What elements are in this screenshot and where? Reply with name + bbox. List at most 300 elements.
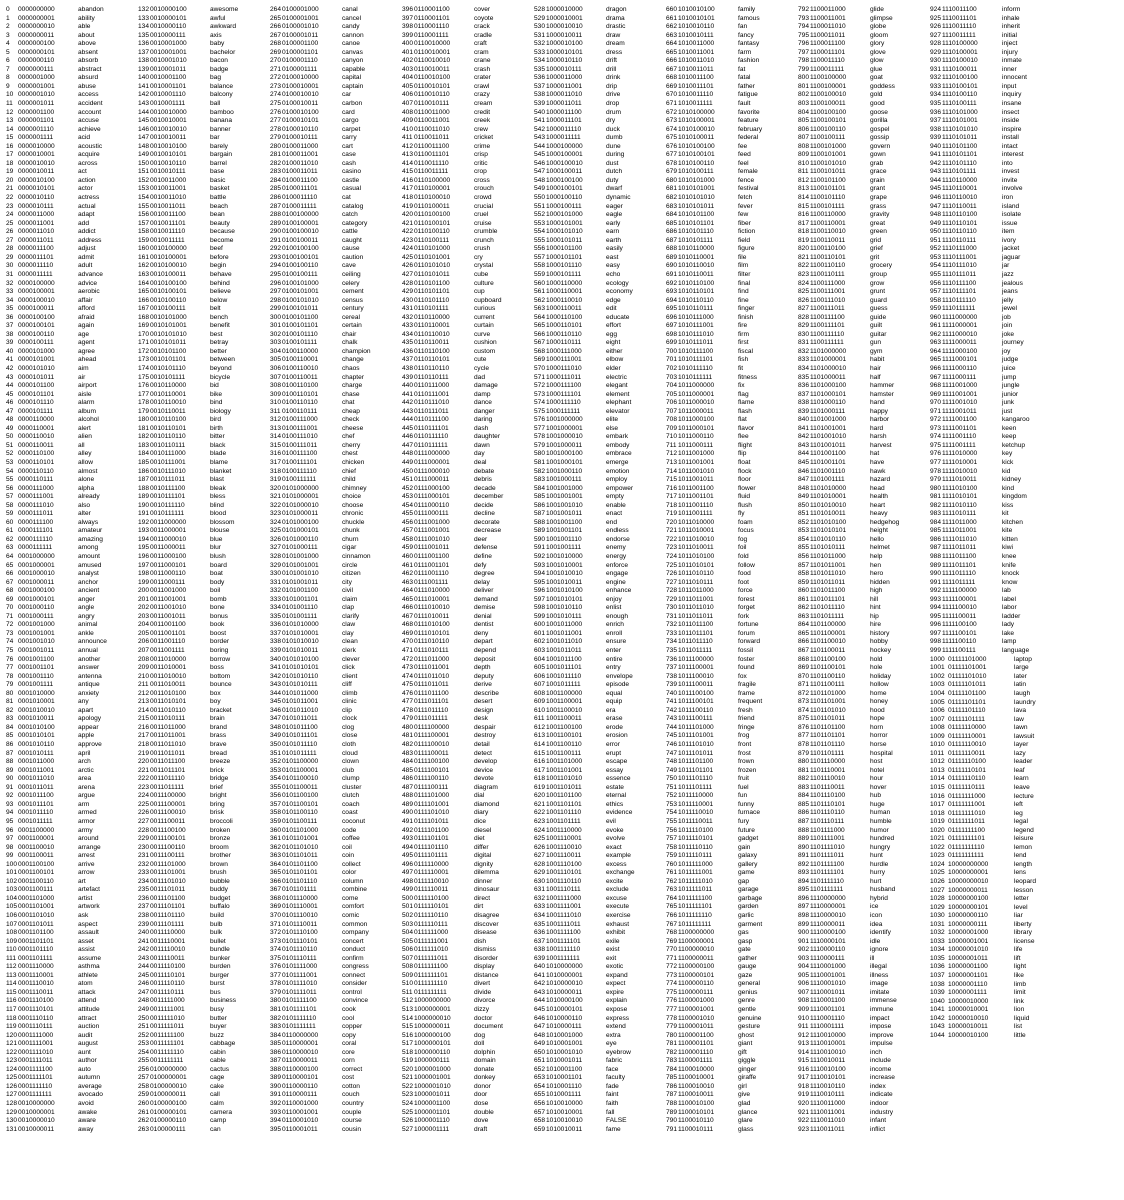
word-index: 684 [666,211,678,219]
word-text: attack [78,988,96,996]
word-index: 211 [138,681,149,689]
word-index: 27 [6,236,14,244]
word-binary: 1010011000 [678,40,715,48]
word-text: daring [474,416,493,424]
word-text: earth [606,236,622,244]
word-index: 169 [138,322,150,330]
word-row [798,254,928,263]
word-text: adapt [78,211,95,219]
word-row [138,861,268,870]
word-row [6,339,136,348]
word-row [6,792,136,801]
word-index: 201 [138,595,150,603]
word-index: 323 [270,510,282,518]
word-text: blush [210,553,226,560]
word-index: 469 [402,629,414,637]
word-binary: 0101110011 [282,920,318,928]
word-index: 992 [930,587,942,595]
word-text: damp [474,390,491,398]
word-row [6,869,136,878]
word-binary: 1100010000 [678,1065,715,1073]
word-binary: 1000110111 [546,339,582,347]
word-binary: 0000000101 [18,48,55,56]
word-index: 247 [138,988,150,996]
word-row [666,339,796,348]
word-text: hood [870,706,885,714]
word-binary: 1010001011 [546,1057,583,1065]
word-text: above [78,40,96,48]
word-index: 541 [534,117,546,125]
word-row [666,724,796,733]
word-text: board [210,561,227,569]
word-row [402,433,532,442]
word-text: fancy [738,31,754,39]
word-binary: 0000111000 [18,484,54,492]
word-binary: 0101011000 [282,689,319,697]
word-row [138,331,268,340]
word-binary: 0110111100 [414,416,449,424]
word-index: 680 [666,176,678,184]
word-binary: 1111001010 [942,399,978,407]
word-index: 733 [666,629,678,637]
word-index: 129 [6,1108,18,1116]
word-row [138,322,268,331]
word-binary: 1000011000 [546,74,583,82]
word-text: bus [210,988,221,996]
word-index: 292 [270,245,282,253]
word-index: 220 [138,758,150,766]
word-row [6,32,136,41]
word-binary: 0101000000 [282,484,319,492]
word-binary: 0111000011 [414,476,450,484]
word-text: domain [474,1057,496,1065]
word-binary: 0011000010 [150,535,187,543]
word-index: 585 [534,493,546,501]
word-row [402,49,532,58]
word-text: book [210,621,225,629]
word-text: field [738,236,751,244]
word-binary: 1011101111 [678,783,713,791]
word-text: culture [474,279,494,287]
word-text: catch [342,211,358,219]
word-row [270,1006,400,1015]
word-row [534,886,664,895]
word-binary: 0010100101 [150,288,187,296]
word-row [534,997,664,1006]
word-binary: 0100001111 [282,65,318,73]
word-binary: 0011011011 [150,749,186,757]
word-row [666,459,796,468]
word-row [798,177,928,186]
word-binary: 0010101101 [150,356,187,364]
word-row [666,6,796,15]
word-row [534,365,664,374]
word-index: 619 [534,783,546,791]
word-binary: 0100110011 [282,373,318,381]
word-binary: 0100011101 [282,185,318,193]
word-text: bird [210,416,221,424]
word-binary: 1000010101 [546,48,583,56]
word-row [930,314,1060,323]
word-binary: 0011010000 [150,655,187,663]
word-binary: 1010111100 [678,347,714,355]
word-text: century [342,305,364,313]
word-index: 514 [402,1014,414,1022]
word-text: dilemma [474,869,499,877]
word-text: holiday [870,672,891,680]
word-binary: 0111001110 [414,570,449,578]
word-binary: 0110101010 [414,262,451,270]
word-text: enrich [606,621,624,629]
word-row [930,254,1060,263]
word-text: dial [474,792,485,800]
word-row [6,117,136,126]
word-row [402,254,532,263]
word-text: fun [738,792,748,800]
word-index: 63 [6,544,14,552]
word-row [270,365,400,374]
word-text: foster [738,655,755,663]
word-row [534,442,664,451]
word-index: 205 [138,629,150,637]
word-index: 149 [138,151,150,159]
word-row [138,878,268,887]
word-text: dove [474,1117,489,1125]
word-index: 376 [270,963,282,971]
word-index: 659 [534,1125,546,1133]
word-row [534,1049,664,1058]
word-text: decline [474,510,495,518]
word-row [666,485,796,494]
word-binary: 1000111000 [546,347,582,355]
word-text: delay [474,578,490,586]
word-text: border [210,638,230,646]
word-binary: 1111011000 [942,518,977,526]
word-text: decorate [474,518,500,526]
word-row [798,707,928,716]
word-text: carpet [342,125,361,133]
word-index: 299 [270,305,282,313]
word-text: before [210,253,229,261]
word-text: drill [606,65,617,73]
word-binary: 1111010010 [942,467,978,475]
word-binary: 0010011000 [150,176,187,184]
word-binary: 0111001001 [414,527,450,535]
word-text: early [606,219,621,227]
word-row [402,698,532,707]
word-row [666,117,796,126]
word-text: control [342,988,362,996]
word-row [798,698,928,707]
word-binary: 10000010000 [948,997,989,1005]
word-index: 439 [402,373,414,381]
word-text: enemy [606,544,626,552]
word-row [666,630,796,639]
word-binary: 1010001101 [546,1074,583,1082]
word-text: jeans [1002,288,1018,296]
word-text: install [1002,134,1019,142]
word-row [534,220,664,229]
word-text: health [870,493,888,501]
word-row [6,827,136,836]
word-index: 910 [798,1014,810,1022]
word-text: coyote [474,14,494,22]
word-row [138,792,268,801]
word-index: 430 [402,296,414,304]
word-text: jump [1002,373,1017,381]
word-binary: 0011011111 [150,783,185,791]
word-text: gossip [870,134,890,142]
word-index: 1024 [930,860,945,868]
word-binary: 0010011101 [150,219,186,227]
word-row [6,852,136,861]
word-text: either [606,347,623,355]
word-row [930,459,1060,468]
word-index: 1018 [930,809,945,817]
word-text: helmet [870,544,890,552]
word-binary: 0011010010 [150,672,187,680]
word-text: follow [738,561,755,569]
word-row [930,758,1120,767]
word-binary: 1111000110 [942,364,977,372]
word-index: 784 [666,1065,678,1073]
word-binary: 1111001110 [942,433,977,441]
word-text: depart [474,638,493,646]
word-text: castle [342,176,360,184]
word-binary: 0101110111 [282,954,317,962]
word-binary: 1101110101 [810,800,846,808]
word-text: faculty [606,1074,626,1082]
word-binary: 0101100100 [282,792,319,800]
word-index: 404 [402,74,414,82]
word-binary: 1011110010 [678,809,714,817]
word-binary: 0101001000 [282,553,319,560]
word-row [402,656,532,665]
word-index: 635 [534,920,546,928]
word-row [798,339,928,348]
word-text: job [1002,313,1011,321]
word-row [402,126,532,135]
word-row [798,579,928,588]
word-binary: 0011111110 [150,1048,184,1056]
word-text: destroy [474,732,496,740]
word-row [534,792,664,801]
word-binary: 1101111001 [810,835,845,843]
word-index: 200 [138,587,150,595]
word-text: enjoy [606,595,622,603]
word-index: 604 [534,655,546,663]
word-row [798,297,928,306]
word-row [138,74,268,83]
word-row [402,1032,532,1041]
word-index: 67 [6,578,14,586]
word-index: 652 [534,1065,546,1073]
word-index: 1017 [930,801,945,809]
word-row [138,544,268,553]
word-binary: 1010110000 [678,245,715,253]
word-index: 888 [798,826,810,834]
word-text: around [78,835,99,843]
word-text: dust [606,159,619,167]
word-row [798,1015,928,1024]
word-binary: 1011001001 [678,458,715,466]
word-index: 711 [666,441,677,449]
word-index: 245 [138,971,150,979]
word-binary: 0010100111 [150,305,186,313]
word-index: 64 [6,553,14,560]
word-row [270,399,400,408]
word-binary: 1000000100 [414,1031,451,1039]
word-binary: 1000101110 [546,262,582,270]
word-row [402,519,532,528]
word-row [6,109,136,118]
word-index: 957 [930,288,942,296]
word-row [930,49,1060,58]
word-index: 690 [666,262,678,270]
word-index: 726 [666,570,678,578]
word-binary: 1110100110 [942,91,978,99]
word-row [798,40,928,49]
word-text: hungry [870,843,891,851]
word-binary: 0000001101 [18,117,55,125]
word-index: 236 [138,894,150,902]
word-index: 468 [402,621,414,629]
word-binary: 1110010011 [810,1057,846,1065]
word-text: imitate [870,988,890,996]
word-binary: 1001110101 [546,869,582,877]
word-row [6,835,136,844]
word-text: keep [1002,433,1017,441]
word-binary: 1100101000 [810,142,847,150]
word-text: attract [78,1014,97,1022]
word-row [930,305,1060,314]
word-index: 443 [402,407,414,415]
word-row [138,459,268,468]
word-text: churn [342,535,359,543]
word-index: 897 [798,903,810,911]
word-text: despair [474,723,496,731]
word-row [6,416,136,425]
word-row [6,527,136,536]
word-binary: 0100010010 [282,91,319,99]
word-binary: 1110101100 [942,142,978,150]
word-text: crouch [474,185,494,193]
word-index: 836 [798,382,810,390]
word-binary: 1000001111 [414,1125,450,1133]
word-binary: 10000000011 [948,886,988,894]
word-text: home [870,689,887,697]
word-row [402,715,532,724]
word-binary: 1001011001 [546,629,583,637]
word-row [402,613,532,622]
word-binary: 1001100111 [546,749,582,757]
word-index: 739 [666,681,678,689]
word-row [138,681,268,690]
word-text: isolate [1002,211,1022,219]
word-index: 728 [666,587,678,595]
word-row [930,536,1060,545]
word-text: later [1014,672,1027,680]
word-binary: 1011011100 [678,621,714,629]
word-row [270,493,400,502]
word-row [270,1109,400,1118]
word-index: 28 [6,245,14,253]
word-row [6,365,136,374]
word-text: casual [342,185,362,193]
word-row [666,553,796,562]
word-index: 664 [666,40,678,48]
word-row [666,126,796,135]
word-text: chat [342,399,355,407]
word-binary: 0111101100 [414,826,449,834]
word-row [138,562,268,571]
word-text: arrange [78,843,101,851]
word-index: 513 [402,1005,414,1013]
word-row [138,100,268,109]
word-row [930,775,1120,784]
word-index: 108 [6,929,18,937]
word-binary: 1011111000 [678,860,713,868]
word-index: 748 [666,758,678,766]
word-row [270,57,400,66]
word-index: 177 [138,390,150,398]
word-binary: 0111010011 [414,612,450,620]
word-binary: 1101001000 [810,416,847,424]
word-index: 708 [666,416,678,424]
word-row [138,510,268,519]
word-text: filter [738,270,751,278]
word-index: 291 [270,236,282,244]
word-row [798,23,928,32]
word-binary: 0001011100 [18,792,54,800]
word-row [534,433,664,442]
word-index: 740 [666,689,678,697]
word-binary: 01111110111 [948,784,985,791]
word-text: hub [870,792,882,800]
word-text: hat [870,450,880,458]
word-row [6,938,136,947]
word-row [6,322,136,331]
word-binary: 0001001011 [18,647,55,655]
word-text: flip [738,450,747,458]
word-text: glide [870,6,884,13]
word-binary: 1100100001 [810,82,847,90]
word-binary: 1100101110 [810,194,846,202]
word-row [534,664,664,673]
word-row [534,476,664,485]
word-binary: 1011100011 [678,681,714,689]
word-row [798,570,928,579]
word-text: liberty [1014,920,1032,928]
word-index: 603 [534,647,546,655]
word-row [666,194,796,203]
word-row [138,416,268,425]
word-row [534,656,664,665]
word-row [6,912,136,921]
word-index: 458 [402,535,414,543]
word-binary: 0000010100 [18,176,55,184]
word-text: fall [606,1108,615,1116]
word-binary: 0100000101 [150,1108,187,1116]
word-text: device [474,766,494,774]
word-text: enhance [606,587,632,595]
word-index: 990 [930,570,942,578]
word-index: 1002 [930,672,945,680]
word-index: 522 [402,1082,414,1090]
word-index: 156 [138,211,150,219]
word-row [798,185,928,194]
word-binary: 10000001110 [948,980,988,988]
